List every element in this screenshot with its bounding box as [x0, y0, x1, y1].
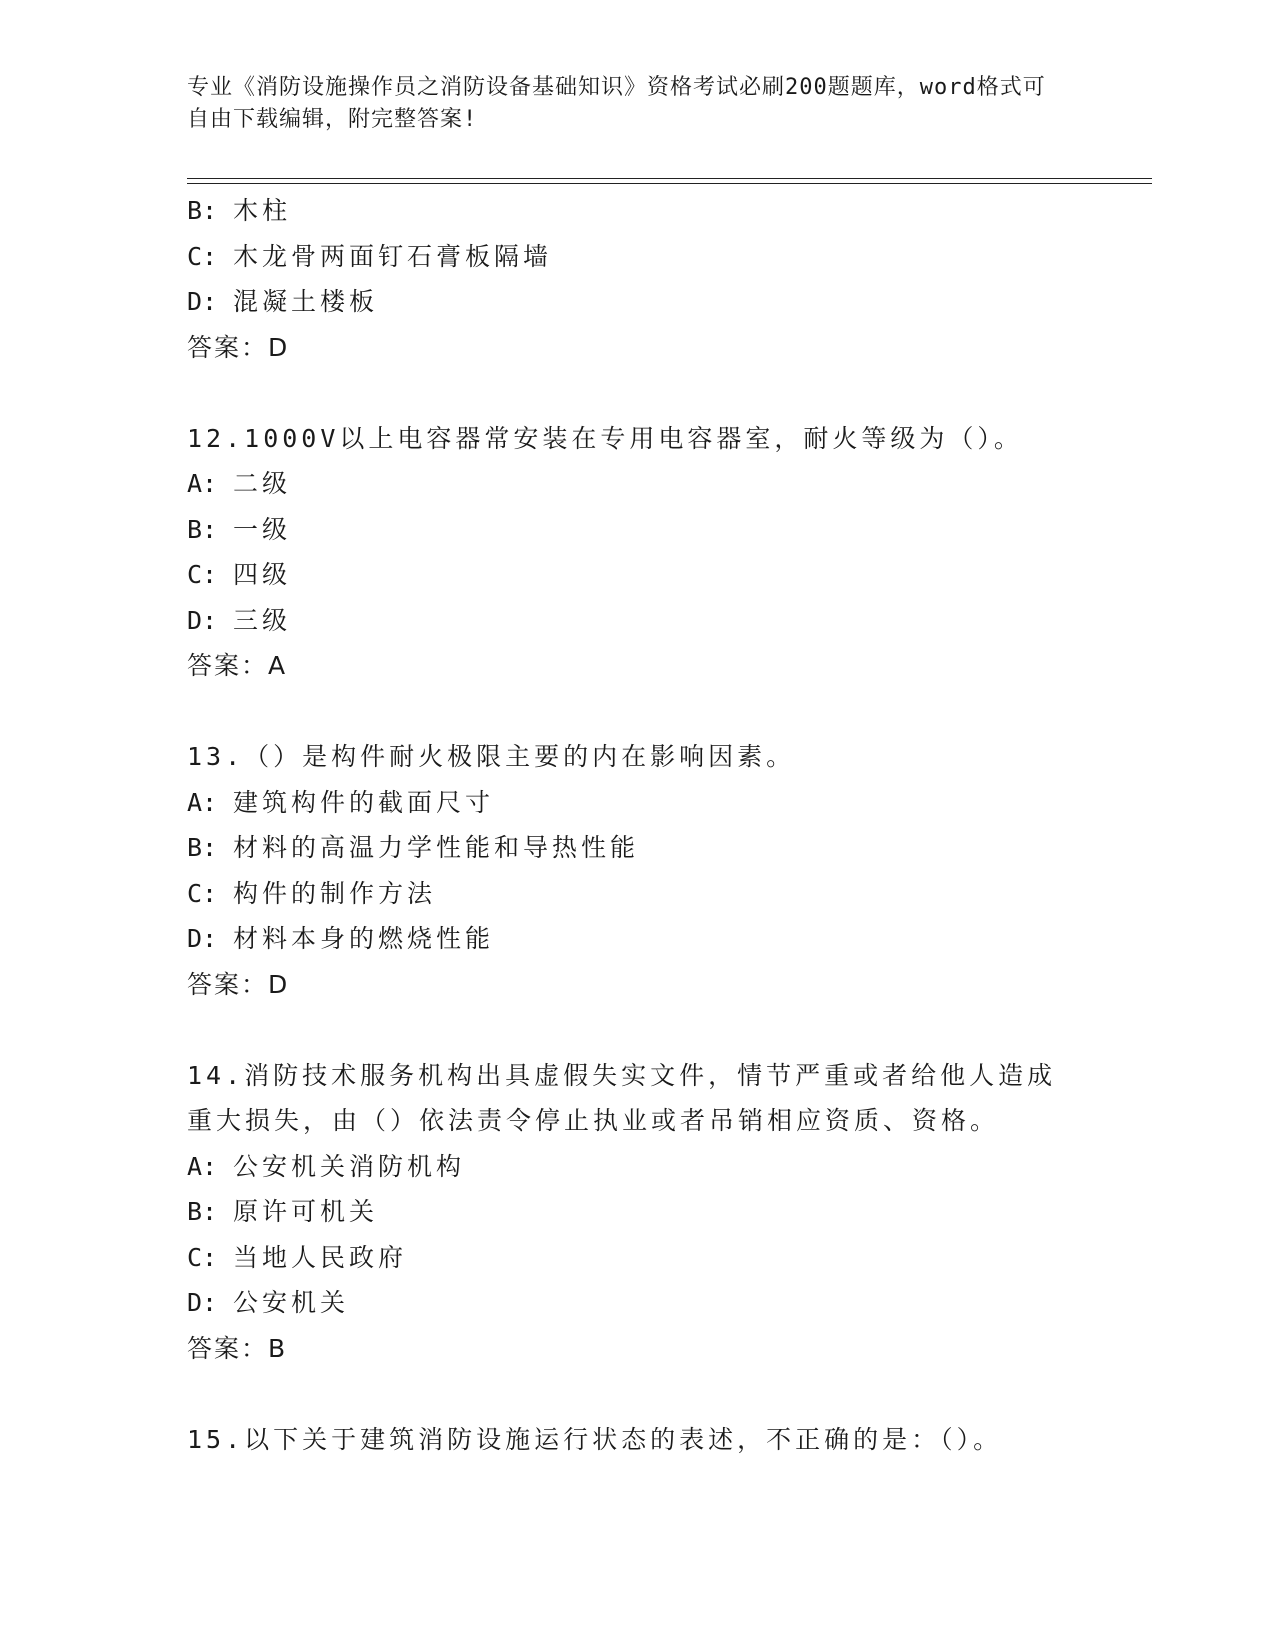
option-line [187, 1235, 1077, 1281]
option-text: 建筑构件的截面尺寸 [233, 787, 495, 817]
answer-value: A [268, 651, 288, 680]
option-text: 二级 [233, 469, 292, 498]
option-key: B: [187, 514, 218, 544]
option-key: D: [187, 605, 218, 635]
answer-line [187, 325, 1077, 371]
question-text: 12.1000V以上电容器常安装在专用电容器室，耐火等级为（）。 [187, 423, 1023, 453]
answer-value: D [268, 969, 290, 999]
question-block-13 [187, 734, 1077, 1007]
option-text: 混凝土楼板 [233, 287, 379, 316]
spacer [187, 689, 1077, 735]
option-text: 木龙骨两面钉石膏板隔墙 [233, 241, 553, 271]
answer-line [187, 1326, 1077, 1372]
answer-value: B [268, 1333, 288, 1363]
header-divider-top [187, 178, 1152, 179]
option-text: 材料的高温力学性能和导热性能 [233, 833, 640, 862]
option-key: C: [187, 560, 218, 589]
spacer [187, 1371, 1077, 1417]
option-line [187, 552, 1077, 598]
header-divider-bottom [187, 183, 1152, 184]
option-key: B: [187, 833, 218, 862]
option-key: D: [187, 1288, 218, 1317]
option-text: 公安机关消防机构 [233, 1151, 466, 1181]
option-text: 原许可机关 [233, 1197, 379, 1226]
option-key: D: [187, 287, 218, 316]
answer-line [187, 643, 1077, 689]
option-line [187, 1280, 1077, 1326]
option-line [187, 871, 1077, 917]
spacer [187, 1007, 1077, 1053]
option-text: 一级 [233, 514, 292, 544]
option-text: 当地人民政府 [233, 1242, 408, 1272]
document-header: 专业《消防设施操作员之消防设备基础知识》资格考试必刷200题题库，word格式可自由下载编辑，附完整答案! [187, 75, 1046, 132]
option-line [187, 598, 1077, 644]
answer-label: 答案： [187, 1333, 269, 1363]
option-text: 公安机关 [233, 1288, 350, 1317]
option-text: 四级 [233, 560, 292, 589]
question-block-12 [187, 416, 1077, 689]
option-line [187, 1144, 1077, 1190]
option-line [187, 234, 1077, 280]
option-key: D: [187, 924, 218, 953]
option-key: A: [187, 787, 218, 817]
option-line [187, 780, 1077, 826]
option-text: 木柱 [233, 196, 292, 225]
option-key: C: [187, 878, 218, 908]
option-key: A: [187, 469, 218, 498]
answer-label: 答案： [187, 969, 269, 999]
option-text: 材料本身的燃烧性能 [233, 924, 495, 953]
option-key: A: [187, 1151, 218, 1181]
option-line [187, 916, 1077, 962]
option-key: B: [187, 1197, 218, 1226]
option-key: C: [187, 241, 218, 271]
answer-label: 答案： [187, 651, 269, 680]
option-text: 构件的制作方法 [233, 878, 437, 908]
option-line [187, 507, 1077, 553]
question-text: 13.（）是构件耐火极限主要的内在影响因素。 [187, 742, 796, 771]
answer-label: 答案： [187, 332, 269, 362]
answer-line [187, 962, 1077, 1008]
question-list [187, 188, 1077, 1462]
question-block-11 [187, 188, 1077, 370]
option-text: 三级 [233, 605, 292, 635]
question-block-14 [187, 1053, 1077, 1372]
option-line [187, 461, 1077, 507]
option-line [187, 279, 1077, 325]
question-text: 14.消防技术服务机构出具虚假失实文件，情节严重或者给他人造成重大损失，由（）依法责令停止执业或者吊销相应资质、资格。 [187, 1060, 1057, 1135]
question-block-15 [187, 1417, 1077, 1463]
option-line [187, 188, 1077, 234]
spacer [187, 370, 1077, 416]
option-line [187, 825, 1077, 871]
option-line [187, 1189, 1077, 1235]
option-key: B: [187, 196, 218, 225]
option-key: C: [187, 1242, 218, 1272]
answer-value: D [268, 332, 290, 362]
question-text: 15.以下关于建筑消防设施运行状态的表述，不正确的是：（）。 [187, 1424, 1003, 1454]
